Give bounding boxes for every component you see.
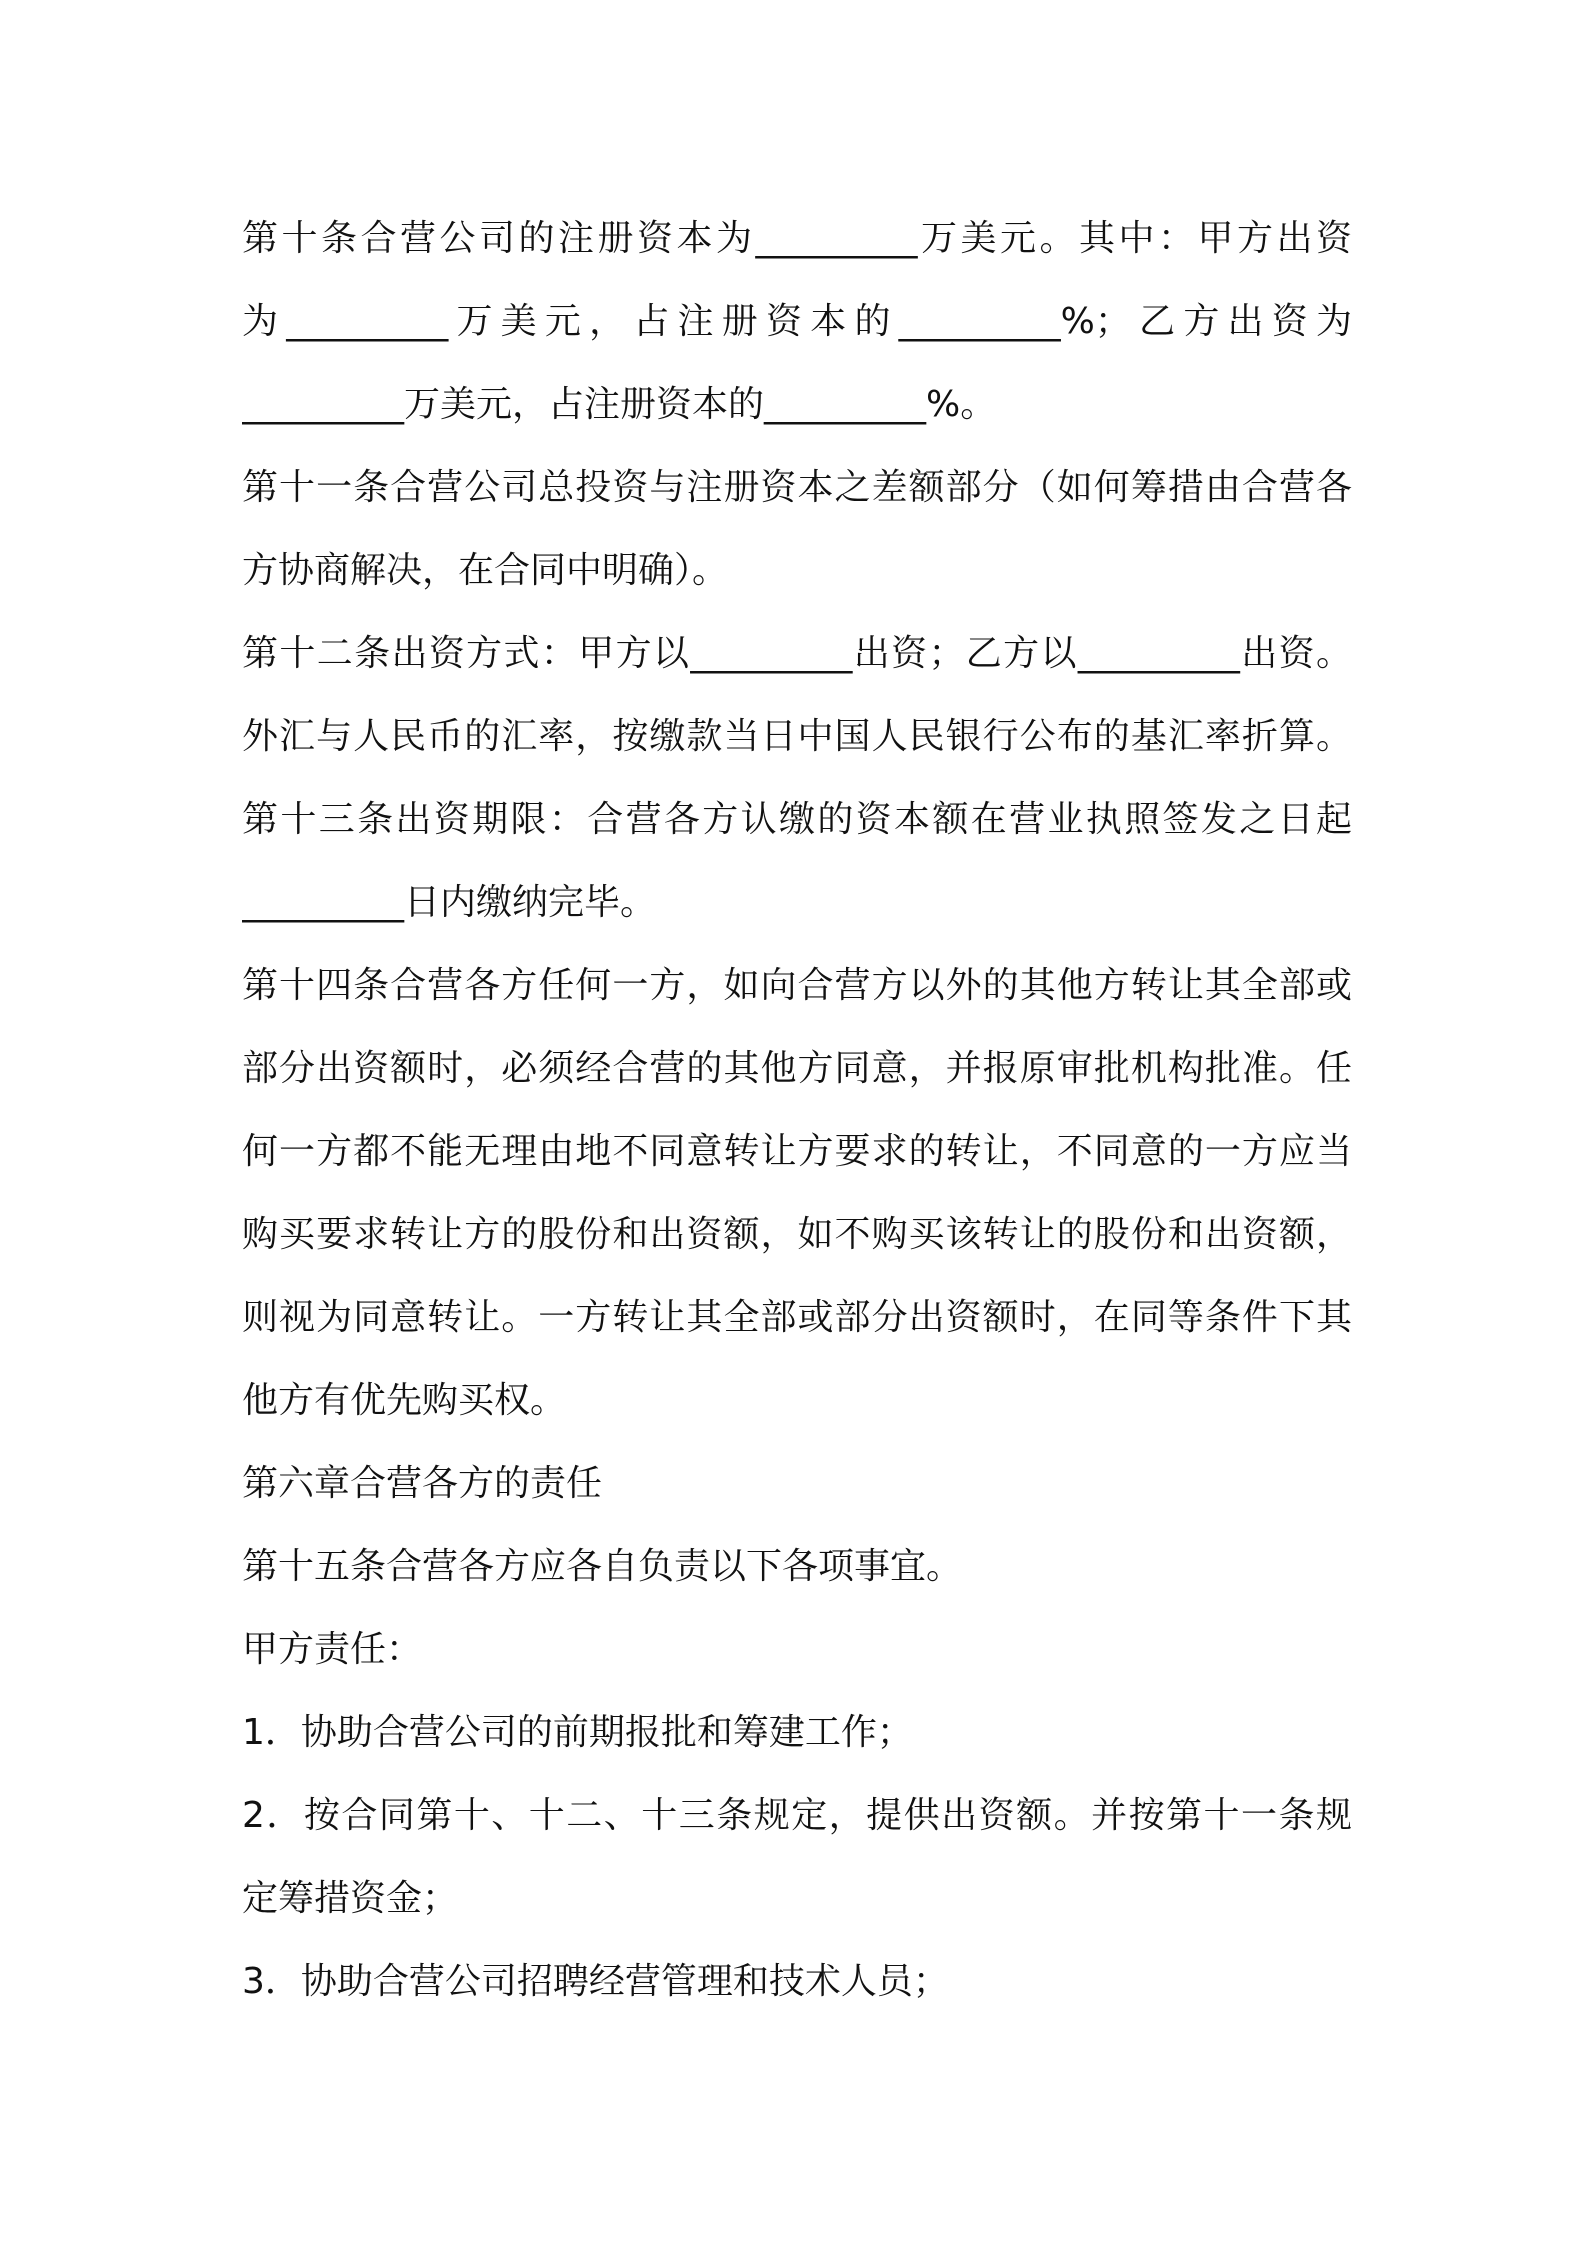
text-line: 第十五条合营各方应各自负责以下各项事宜。: [242, 1546, 963, 1587]
list-item: 2．按合同第十、十二、十三条规定，提供出资额。并按第十一条规: [242, 1795, 1352, 1836]
text-line: 第十条合营公司的注册资本为_________万美元。其中：甲方出资: [242, 218, 1352, 259]
text-line: 第十三条出资期限：合营各方认缴的资本额在营业执照签发之日起: [242, 799, 1352, 840]
list-item: 3．协助合营公司招聘经营管理和技术人员；: [242, 1961, 949, 2002]
chapter-heading: 第六章合营各方的责任: [242, 1463, 603, 1504]
list-item: 1．协助合营公司的前期报批和筹建工作；: [242, 1712, 913, 1753]
text-line: 第十四条合营各方任何一方，如向合营方以外的其他方转让其全部或: [242, 965, 1352, 1006]
text-line: 他方有优先购买权。: [242, 1380, 567, 1421]
text-line: _________日内缴纳完毕。: [242, 882, 657, 923]
text-line: 方协商解决，在合同中明确）。: [242, 550, 729, 591]
text-line: 则视为同意转让。一方转让其全部或部分出资额时，在同等条件下其: [242, 1297, 1352, 1338]
section-label: 甲方责任：: [242, 1629, 423, 1670]
text-line: 何一方都不能无理由地不同意转让方要求的转让，不同意的一方应当: [242, 1131, 1352, 1172]
text-line: 外汇与人民币的汇率，按缴款当日中国人民银行公布的基汇率折算。: [242, 716, 1352, 757]
text-line: 第十二条出资方式：甲方以_________出资；乙方以_________出资。: [242, 633, 1352, 674]
text-line: 购买要求转让方的股份和出资额，如不购买该转让的股份和出资额，: [242, 1214, 1352, 1255]
text-line: 部分出资额时，必须经合营的其他方同意，并报原审批机构批准。任: [242, 1048, 1352, 1089]
text-line: _________万美元，占注册资本的_________%。: [242, 384, 997, 425]
text-line: 为_________万美元，占注册资本的_________%；乙方出资为: [242, 301, 1352, 342]
document-body: [242, 197, 1352, 2023]
list-item-continuation: 定筹措资金；: [242, 1878, 459, 1919]
text-line: 第十一条合营公司总投资与注册资本之差额部分（如何筹措由合营各: [242, 467, 1352, 508]
